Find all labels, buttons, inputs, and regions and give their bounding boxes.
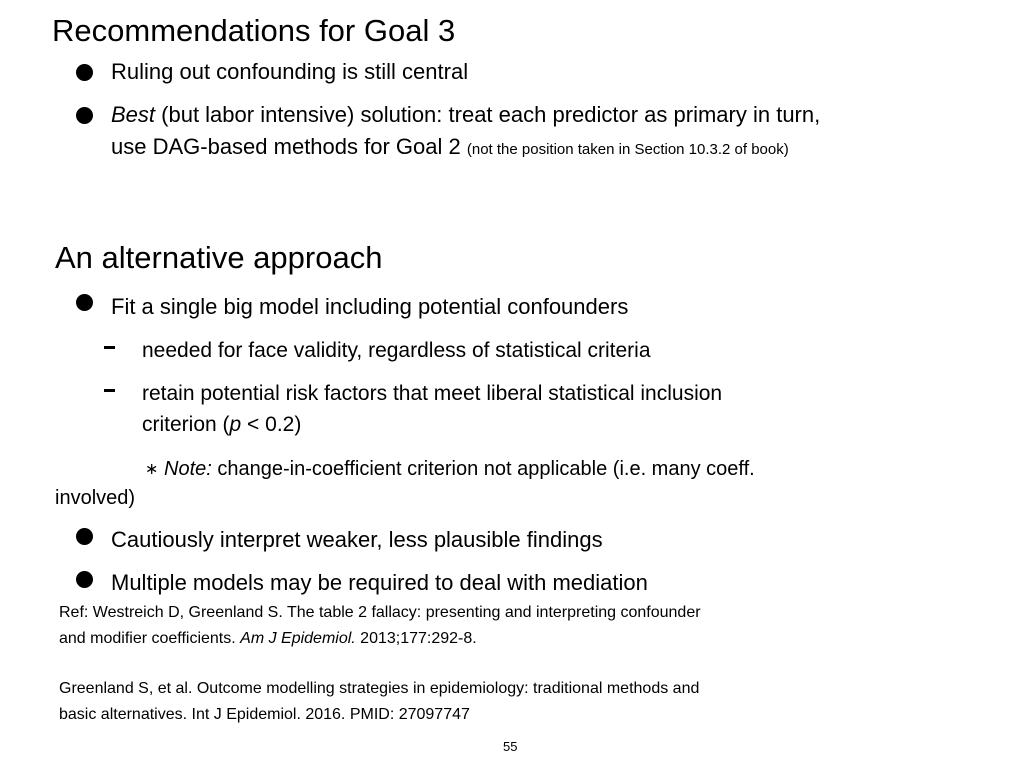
journal-name: Am J Epidemiol. xyxy=(240,630,356,647)
position-note: (not the position taken in Section 10.3.2 of book) xyxy=(466,141,789,158)
note-label: Note: xyxy=(164,458,212,480)
alt-bullet-3: Multiple models may be required to deal with mediation xyxy=(111,570,648,595)
dash-marker xyxy=(104,346,115,349)
goal3-bullet-1: Ruling out confounding is still central xyxy=(111,59,469,84)
dash-marker xyxy=(104,389,115,392)
note-wrap-line: involved) xyxy=(55,487,136,509)
best-emphasis: Best xyxy=(111,102,156,127)
bullet-dot xyxy=(76,107,93,124)
page-number: 55 xyxy=(503,739,518,754)
reference-2-line1: Greenland S, et al. Outcome modelling strategies in epidemiology: traditional methods and xyxy=(59,680,700,697)
bullet-dot xyxy=(76,528,93,545)
alt-bullet-1: Fit a single big model including potential confounders xyxy=(111,294,629,319)
goal3-bullet-2-line1: Best (but labor intensive) solution: treat each predictor as primary in turn, xyxy=(111,102,821,127)
asterisk-marker: ∗ xyxy=(145,461,159,478)
sub-bullet-risk-factors-line1: retain potential risk factors that meet liberal statistical inclusion xyxy=(142,382,723,405)
bullet-dot xyxy=(76,571,93,588)
reference-1-line1: Ref: Westreich D, Greenland S. The table 2 fallacy: presenting and interpreting confounder xyxy=(59,604,701,621)
reference-1-line2: and modifier coefficients. Am J Epidemiol. 2013;177:292-8. xyxy=(59,630,477,647)
note-line: Note: change-in-coefficient criterion not applicable (i.e. many coeff. xyxy=(164,458,755,480)
bullet-dot xyxy=(76,64,93,81)
sub-bullet-face-validity: needed for face validity, regardless of statistical criteria xyxy=(142,339,651,362)
section-title-alternative: An alternative approach xyxy=(55,240,383,275)
sub-bullet-risk-factors-line2: criterion (p < 0.2) xyxy=(142,413,302,436)
reference-2-line2: basic alternatives. Int J Epidemiol. 2016. PMID: 27097747 xyxy=(59,706,470,723)
goal3-bullet-2-line2: use DAG-based methods for Goal 2 (not the position taken in Section 10.3.2 of book) xyxy=(111,134,789,159)
alt-bullet-2: Cautiously interpret weaker, less plausible findings xyxy=(111,527,603,552)
bullet-dot xyxy=(76,294,93,311)
section-title-goal3: Recommendations for Goal 3 xyxy=(52,13,456,48)
